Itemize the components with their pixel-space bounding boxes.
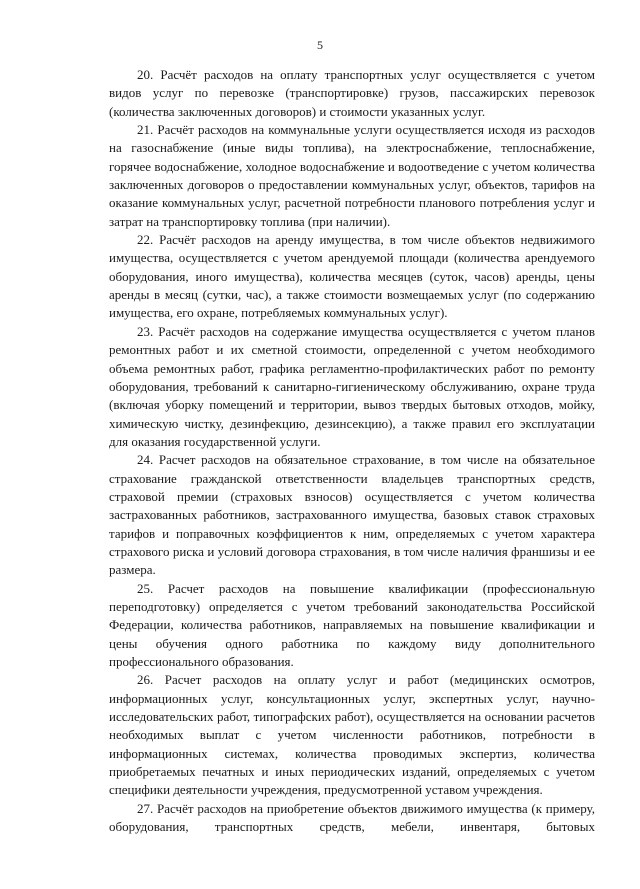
- paragraph-25: 25. Расчет расходов на повышение квалификации (профессиональную переподготовку) определяется с учетом требований законодательства Российской Федерации, количества работников, направляемых на повышение квалификации и цены обучения одного работника по каждому виду дополнительного профессионального образования.: [109, 580, 595, 669]
- paragraph-22: 22. Расчёт расходов на аренду имущества, в том числе объектов недвижимого имущества, осуществляется с учетом арендуемой площади (количества арендуемого оборудования, иного имущества), количества месяцев (суток, часов) аренды, цены аренды в месяц (сутки, час), а также стоимости возмещаемых услуг (по содержанию имущества, его охране, потребляемых коммунальных услуг).: [109, 232, 595, 321]
- page-number: 5: [317, 38, 323, 52]
- paragraph-21: 21. Расчёт расходов на коммунальные услуги осуществляется исходя из расходов на газоснабжение (иные виды топлива), на электроснабжение, теплоснабжение, горячее водоснабжение, холодное водоснабжение и водоотведение с учетом количества заключенных договоров о предоставлении коммунальных услуг, объектов, тарифов на оказание коммунальных услуг, расчетной потребности планового потребления услуг и затрат на транспортировку топлива (при наличии).: [109, 122, 595, 229]
- paragraph-20: 20. Расчёт расходов на оплату транспортных услуг осуществляется с учетом видов услуг по перевозке (транспортировке) грузов, пассажирских перевозок (количества заключенных договоров) и стоимости указанных услуг.: [109, 67, 595, 119]
- paragraph-24: 24. Расчет расходов на обязательное страхование, в том числе на обязательное страхование гражданской ответственности владельцев транспортных средств, страховой премии (страховых взносов) осуществляется с учетом количества застрахованных работников, застрахованного имущества, базовых ставок страховых тарифов и поправочных коэффициентов к ним, определяемых с учетом характера страхового риска и условий договора страхования, в том числе наличия франшизы и ее размера.: [109, 452, 595, 578]
- paragraph-27: 27. Расчёт расходов на приобретение объектов движимого имущества (к примеру, оборудования, транспортных средств, мебели, инвентаря, бытовых: [109, 800, 595, 835]
- document-body: [109, 66, 595, 836]
- paragraph-23: 23. Расчёт расходов на содержание имущества осуществляется с учетом планов ремонтных работ и их сметной стоимости, определенной с учетом необходимого объема ремонтных работ, графика регламентно-профилактических работ по ремонту оборудования, требований к санитарно-гигиеническому обслуживанию, охране труда (включая уборку помещений и территории, вывоз твердых бытовых отходов, мойку, химическую чистку, дезинфекцию, дезинсекцию), а также правил его эксплуатации для оказания государственной услуги.: [109, 323, 595, 449]
- paragraph-26: 26. Расчет расходов на оплату услуг и работ (медицинских осмотров, информационных услуг, консультационных услуг, экспертных услуг, научно-исследовательских работ, типографских работ), осуществляется на основании расчетов необходимых выплат с учетом численности работников, потребности в информационных системах, количества проводимых экспертиз, количества приобретаемых печатных и иных периодических изданий, определяемых с учетом специфики деятельности учреждения, предусмотренной уставом учреждения.: [109, 672, 595, 798]
